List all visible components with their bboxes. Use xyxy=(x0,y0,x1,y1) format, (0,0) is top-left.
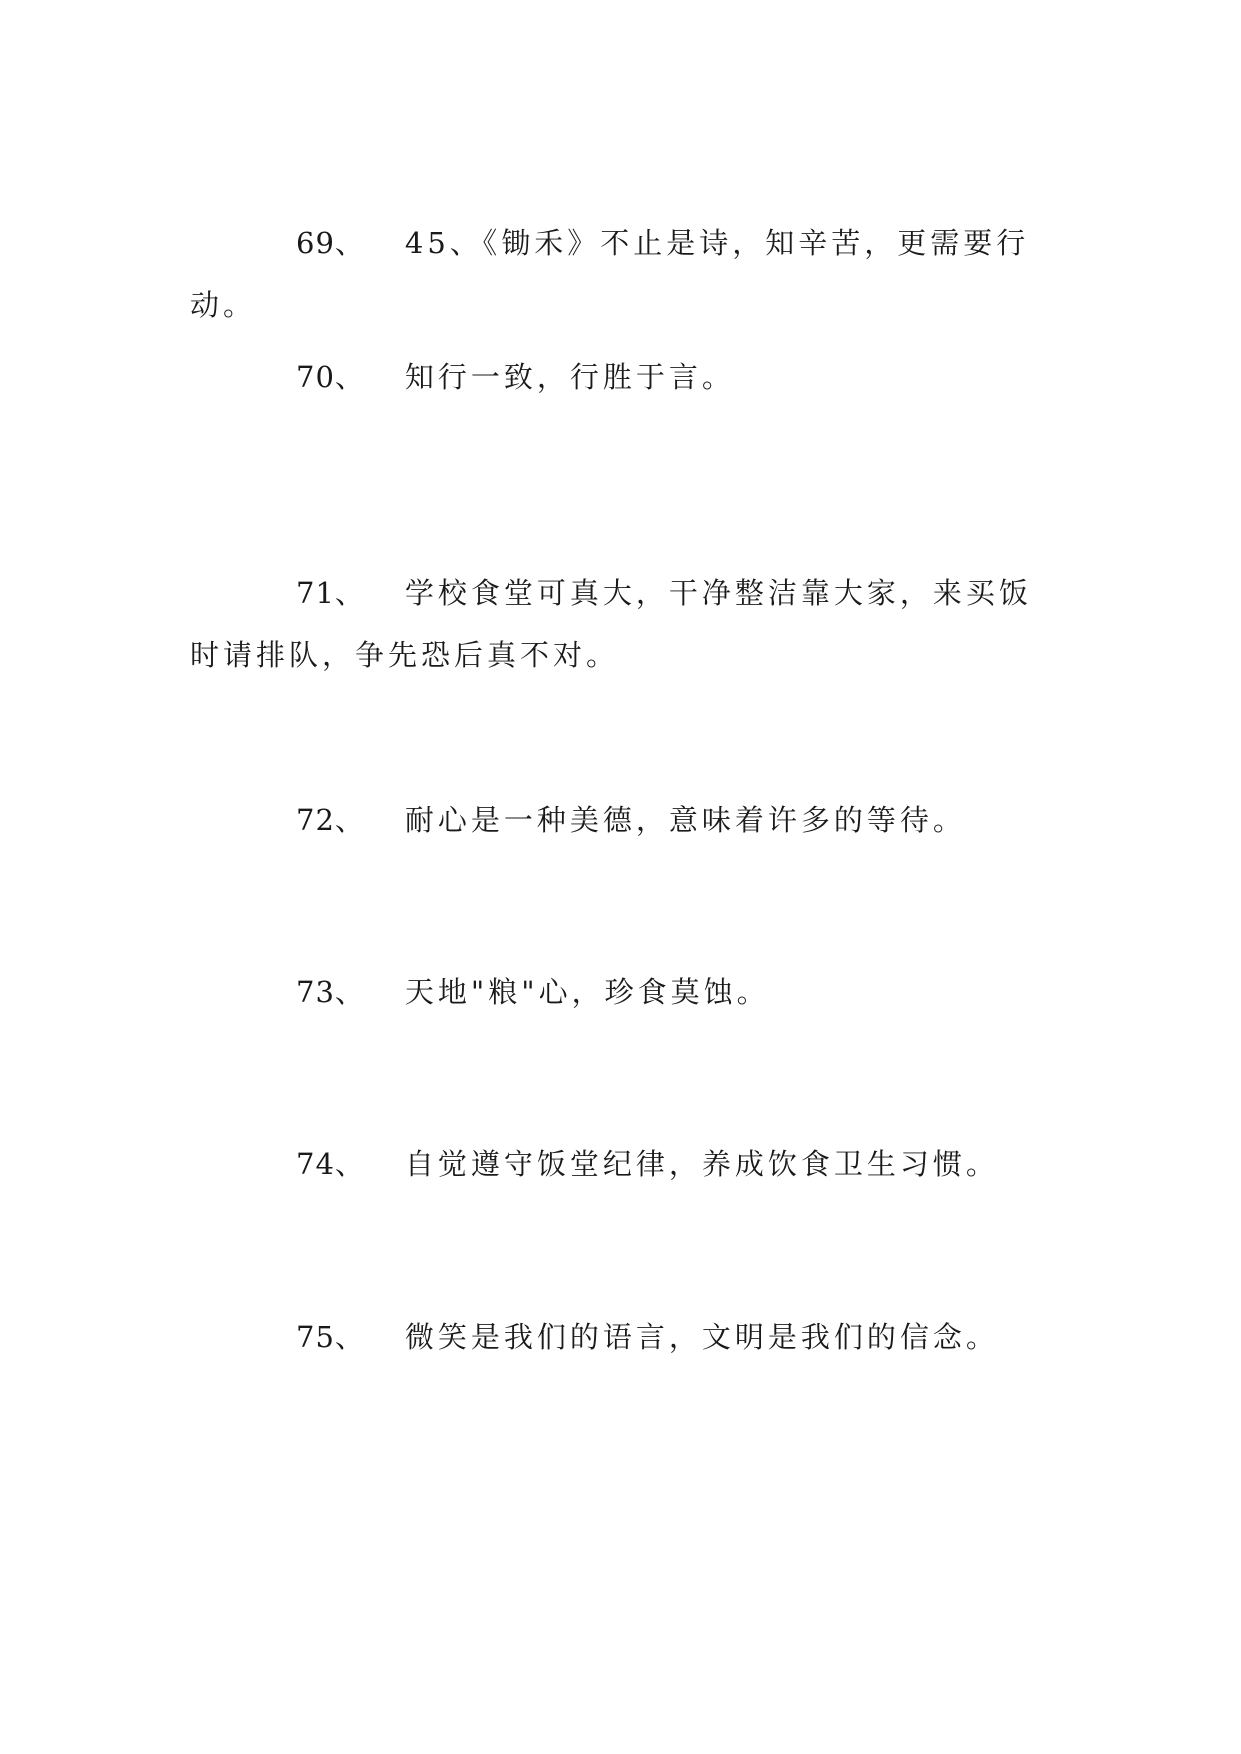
item-number: 72、 xyxy=(296,803,365,837)
list-item xyxy=(190,562,1060,686)
item-text: 微笑是我们的语言，文明是我们的信念。 xyxy=(404,1320,999,1354)
item-text: 自觉遵守饭堂纪律，养成饮食卫生习惯。 xyxy=(404,1147,999,1181)
item-number: 75、 xyxy=(296,1320,365,1354)
item-number: 70、 xyxy=(296,360,365,394)
item-text: 学校食堂可真大，干净整洁靠大家，来买饭时请排队，争先恐后真不对。 xyxy=(190,576,1032,672)
list-item xyxy=(190,346,1060,408)
list-item xyxy=(190,1306,1060,1368)
item-text: 45、《锄禾》不止是诗，知辛苦，更需要行动。 xyxy=(190,226,1030,322)
item-text: 耐心是一种美德，意味着许多的等待。 xyxy=(404,803,966,837)
list-item xyxy=(190,961,1060,1023)
item-number: 69、 xyxy=(296,226,365,260)
list-item xyxy=(190,789,1060,851)
item-number: 71、 xyxy=(296,576,365,610)
item-number: 73、 xyxy=(296,975,365,1009)
item-text: 知行一致，行胜于言。 xyxy=(404,360,735,394)
item-number: 74、 xyxy=(296,1147,365,1181)
list-item xyxy=(190,1133,1060,1195)
list-item xyxy=(190,212,1060,336)
item-text: 天地"粮"心，珍食莫蚀。 xyxy=(404,975,770,1009)
